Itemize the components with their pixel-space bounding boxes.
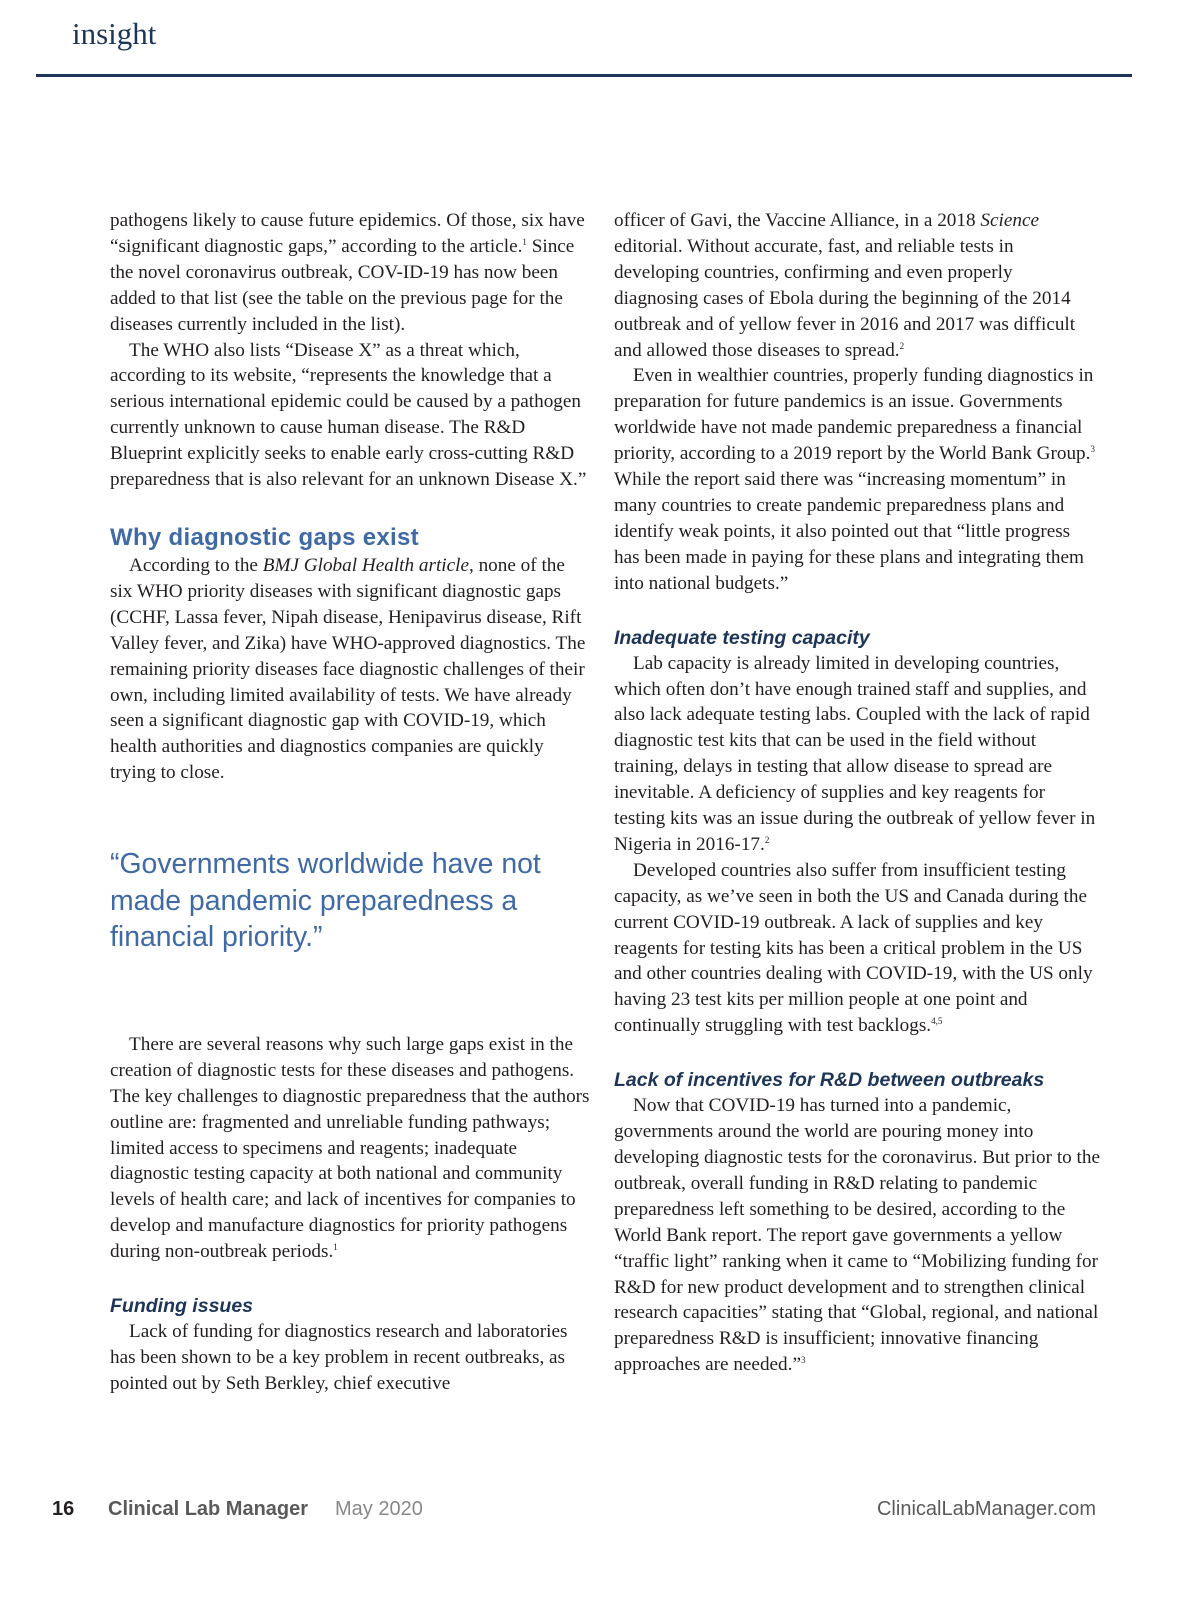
citation: 2 (899, 340, 905, 351)
paragraph: Developed countries also suffer from insufficient testing capacity, as we’ve seen in both the US and Canada during the current COVID-19 outbreak. A lack of supplies and key reagents for testing kits has been a critical problem in the US and other countries dealing with COVID-19, with the US only having 23 test kits per million people at one point and continually struggling with test backlogs.$^{4,5}$ (614, 859, 1093, 1037)
subheading: Funding issues (110, 1295, 254, 1318)
citation: 3 (1090, 444, 1095, 455)
paragraph: Lack of funding for diagnostics research and laboratories has been shown to be a key problem in recent outbreaks, as pointed out by Seth Berkley, chief executive (110, 1321, 568, 1394)
paragraph: Even in wealthier countries, properly funding diagnostics in preparation for future pandemics is an issue. Governments worldwide have not made pandemic preparedness a financial priority, according to a 2019 report by the World Bank Group.$^3$ While the report said there was “increasing momentum” in many countries to create pandemic preparedness plans and identify weak points, it also pointed out that “little progress has been made in paying for these plans and integrating them into national budgets.” (614, 365, 1095, 594)
section-label: insight (72, 16, 157, 51)
page-number: 16 (52, 1498, 75, 1520)
subheading: Lack of incentives for R&D between outbreaks (614, 1069, 1045, 1092)
paragraph: The WHO also lists “Disease X” as a threat which, according to its website, “represents the knowledge that a serious international epidemic could be caused by a pathogen currently unknown to cause human disease. The R&D Blueprint explicitly seeks to enable early cross-cutting R&D preparedness that is also relevant for an unknown Disease X.” (110, 339, 587, 491)
right-column (614, 208, 1100, 1378)
website-link[interactable]: ClinicalLabManager.com (876, 1498, 1096, 1520)
paragraph: There are several reasons why such large gaps exist in the creation of diagnostic tests for these diseases and pathogens. The key challenges to diagnostic preparedness that the authors outline are: fragmented and unreliable funding pathways; limited access to specimens and reagents; inadequate diagnostic testing capacity at both national and community levels of health care; and lack of incentives for companies to develop and manufacture diagnostics for priority pathogens during non-outbreak periods.$^1$ (110, 1033, 590, 1263)
citation: 1 (522, 236, 527, 247)
citation: 2 (764, 834, 770, 845)
paragraph: pathogens likely to cause future epidemics. Of those, six have “significant diagnostic gaps,” according to the article.$^1$ Since the novel coronavirus outbreak, COV-ID-19 has now been added to that list (see the table on the previous page for the diseases currently included in the list). (110, 210, 585, 335)
paragraph: According to the BMJ Global Health article, none of the six WHO priority diseases with significant diagnostic gaps (CCHF, Lassa fever, Nipah disease, Henipavirus disease, Rift Valley fever, and Zika) have WHO-approved diagnostics. The remaining priority diseases face diagnostic challenges of their own, including limited availability of tests. We have already seen a significant diagnostic gap with COVID-19, which health authorities and diagnostics companies are quickly trying to close. (110, 554, 586, 784)
left-column (110, 208, 592, 1397)
issue-date: May 2020 (335, 1498, 423, 1520)
citation: 4,5 (931, 1016, 943, 1027)
header-divider (36, 74, 1132, 77)
magazine-name: Clinical Lab Manager (108, 1498, 309, 1520)
paragraph: Lab capacity is already limited in developing countries, which often don’t have enough trained staff and supplies, and also lack adequate testing labs. Coupled with the lack of rapid diagnostic test kits that can be used in the field without training, delays in testing that allow disease to spread are inevitable. A deficiency of supplies and key reagents for testing kits was an issue during the outbreak of yellow fever in Nigeria in 2016-17.$^2$ (614, 652, 1096, 855)
citation: 1 (333, 1242, 338, 1253)
citation: 3 (800, 1355, 806, 1366)
paragraph: officer of Gavi, the Vaccine Alliance, in a 2018 Science editorial. Without accurate, fast, and reliable tests in developing countries, confirming and even properly diagnosing cases of Ebola during the beginning of the 2014 outbreak and of yellow fever in 2016 and 2017 was difficult and allowed those diseases to spread.$^2$ (614, 210, 1076, 361)
pull-quote: “Governments worldwide have not made pandemic preparedness a financial priority.” (110, 848, 541, 954)
paragraph: Now that COVID-19 has turned into a pandemic, governments around the world are pouring money into developing diagnostic tests for the coronavirus. But prior to the outbreak, overall funding in R&D relating to pandemic preparedness left something to be desired, according to the World Bank report. The report gave governments a yellow “traffic light” ranking when it came to “Mobilizing funding for R&D for new product development and to strengthen clinical research capacities” stating that “Global, regional, and national preparedness R&D is insufficient; innovative financing approaches are needed.”$^3$ (614, 1095, 1100, 1376)
section-heading: Why diagnostic gaps exist (110, 523, 419, 551)
subheading: Inadequate testing capacity (614, 626, 870, 649)
